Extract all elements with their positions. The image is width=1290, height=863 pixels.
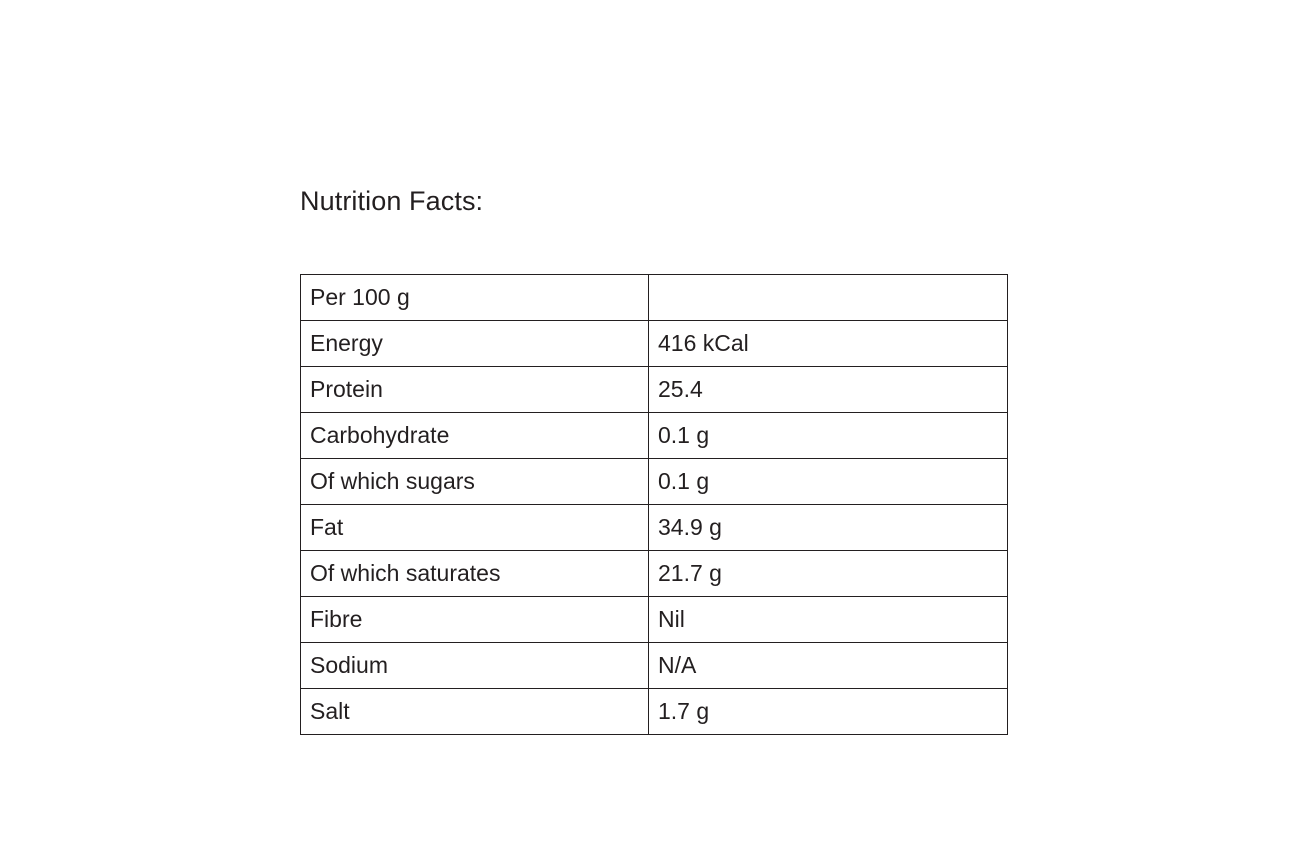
table-row [301, 505, 1008, 551]
table-row [301, 413, 1008, 459]
nutrient-value [649, 275, 1008, 321]
nutrient-label: Salt [301, 689, 649, 735]
nutrient-value: 416 kCal [649, 321, 1008, 367]
table-row [301, 597, 1008, 643]
nutrition-facts-table [300, 274, 1008, 735]
nutrient-value: 21.7 g [649, 551, 1008, 597]
nutrient-label: Per 100 g [301, 275, 649, 321]
table-row [301, 367, 1008, 413]
table-row [301, 643, 1008, 689]
nutrient-label: Of which saturates [301, 551, 649, 597]
table-row [301, 551, 1008, 597]
nutrient-label: Carbohydrate [301, 413, 649, 459]
nutrient-value: N/A [649, 643, 1008, 689]
table-row [301, 321, 1008, 367]
nutrient-value: 0.1 g [649, 459, 1008, 505]
table-row [301, 689, 1008, 735]
nutrient-value: Nil [649, 597, 1008, 643]
nutrient-label: Fat [301, 505, 649, 551]
nutrient-value: 0.1 g [649, 413, 1008, 459]
nutrient-value: 1.7 g [649, 689, 1008, 735]
table-row [301, 275, 1008, 321]
nutrient-label: Of which sugars [301, 459, 649, 505]
table-row [301, 459, 1008, 505]
nutrient-value: 25.4 [649, 367, 1008, 413]
nutrient-label: Protein [301, 367, 649, 413]
page-title: Nutrition Facts: [300, 186, 484, 216]
nutrient-label: Energy [301, 321, 649, 367]
nutrient-label: Sodium [301, 643, 649, 689]
nutrient-value: 34.9 g [649, 505, 1008, 551]
nutrient-label: Fibre [301, 597, 649, 643]
